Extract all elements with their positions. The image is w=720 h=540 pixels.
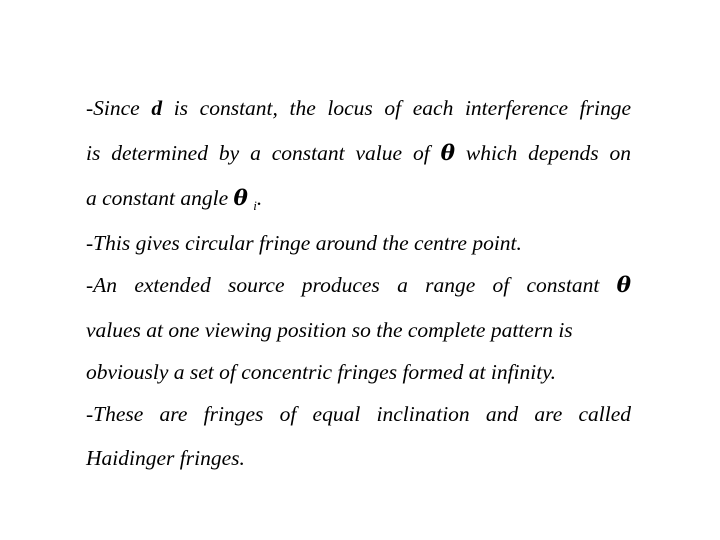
paragraph-line-7 [86,352,631,392]
text-segment: values at one viewing position so the complete pattern is [86,318,573,342]
paragraph-line-9 [86,438,631,478]
theta-symbol: θ [616,273,631,298]
subscript-i: i [253,198,257,213]
text-segment: is constant, the locus of each interference fringe [162,96,631,120]
text-segment: -These are fringes of equal inclination and are called [86,402,631,426]
text-segment: obviously a set of concentric fringes formed at infinity. [86,360,556,384]
symbol-d: d [151,96,163,120]
paragraph-line-1 [86,88,631,128]
paragraph-line-8 [86,394,631,434]
text-segment: is determined by a constant value of [86,141,441,165]
text-segment: -This gives circular fringe around the centre point. [86,231,522,255]
paragraph-line-5 [86,265,631,305]
text-segment: . [256,186,263,210]
text-segment: a constant angle [86,186,234,210]
theta-symbol: θ [233,186,248,211]
theta-symbol: θ [440,141,455,166]
paragraph-line-4 [86,223,631,263]
paragraph-line-6 [86,310,631,350]
text-segment: -An extended source produces a range of constant [86,273,617,297]
paragraph-line-3 [86,178,631,218]
paragraph-line-2 [86,133,631,173]
text-segment: which depends on [454,141,631,165]
text-segment: -Since [86,96,152,120]
text-segment: Haidinger fringes. [86,446,245,470]
